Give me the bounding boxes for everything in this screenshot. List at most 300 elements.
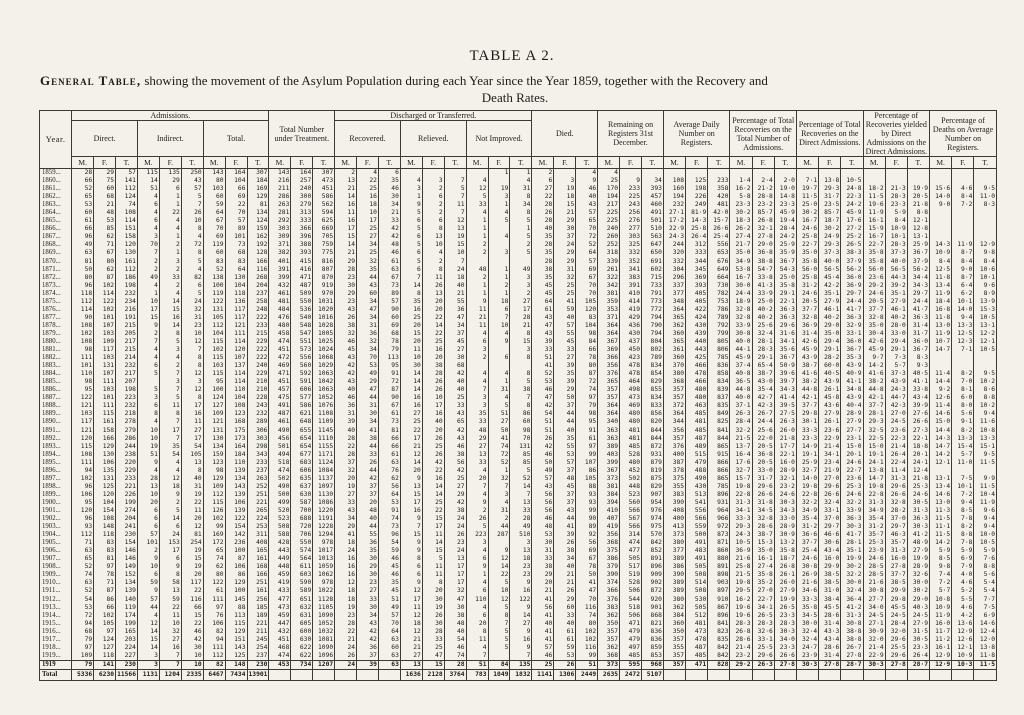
table-cell: 8	[181, 362, 203, 370]
table-cell: 33	[357, 451, 379, 459]
table-cell: 30·9	[774, 531, 796, 539]
table-cell: 112	[72, 298, 94, 306]
table-cell: 244	[116, 443, 138, 451]
table-cell: 85	[510, 451, 532, 459]
table-cell: 105	[576, 475, 598, 483]
table-cell: 508	[686, 571, 708, 579]
table-cell: 164	[291, 169, 313, 178]
table-cell: 114	[116, 217, 138, 225]
table-cell: 3	[488, 249, 510, 257]
table-cell: 7	[159, 386, 181, 394]
table-cell: 26	[357, 459, 379, 467]
table-cell	[974, 217, 997, 225]
table-cell: 61	[554, 636, 576, 644]
table-cell: 29·1	[885, 346, 907, 354]
table-cell: 26·6	[885, 491, 907, 499]
table-cell: 52	[203, 266, 225, 274]
table-cell: 23	[335, 274, 357, 282]
table-cell: 46·6	[819, 531, 841, 539]
table-cell: 234	[116, 298, 138, 306]
table-cell: 22	[422, 467, 444, 475]
table-cell: 7	[159, 370, 181, 378]
table-cell: 42	[444, 467, 466, 475]
table-cell: 26·5	[774, 604, 796, 612]
table-cell: 36·7	[841, 346, 863, 354]
row-year: 1867...	[40, 233, 72, 241]
table-cell: 807	[313, 266, 335, 274]
table-cell: 5	[444, 185, 466, 193]
table-cell: 376	[598, 370, 620, 378]
table-cell: 16·7	[730, 274, 752, 282]
table-cell: 23·5	[819, 201, 841, 209]
table-cell: 52	[488, 459, 510, 467]
table-cell: 38	[532, 266, 554, 274]
table-cell: 7	[510, 491, 532, 499]
heading-line-1	[40, 72, 990, 89]
table-cell: 20	[400, 322, 422, 330]
table-cell: 587	[291, 499, 313, 507]
table-cell: 115	[203, 370, 225, 378]
table-cell: 140	[116, 595, 138, 603]
table-cell: 50	[532, 459, 554, 467]
table-cell: 5	[159, 507, 181, 515]
table-cell: 28·9	[841, 410, 863, 418]
table-cell: 5·2	[952, 587, 974, 595]
table-cell: 76	[378, 467, 400, 475]
table-cell: 31	[181, 483, 203, 491]
table-cell: 59	[554, 306, 576, 314]
table-cell: 8	[400, 555, 422, 563]
table-cell: 16·4	[730, 451, 752, 459]
table-cell: 13·8	[863, 467, 885, 475]
table-cell: 16	[400, 394, 422, 402]
table-cell: 21	[554, 571, 576, 579]
table-cell: 42·3	[885, 402, 907, 410]
header-sex-f: F.	[422, 157, 444, 169]
table-cell: 19	[335, 604, 357, 612]
table-cell: 879	[642, 459, 664, 467]
table-row	[40, 241, 997, 249]
table-cell: 519	[620, 571, 642, 579]
table-cell: 414	[620, 298, 642, 306]
table-cell: 265	[247, 507, 269, 515]
table-cell: 9	[137, 459, 159, 467]
table-cell: 34·3	[907, 282, 929, 290]
table-cell: 20	[400, 467, 422, 475]
table-cell: 22	[159, 209, 181, 217]
table-cell: 16	[335, 217, 357, 225]
table-cell: 48	[554, 475, 576, 483]
table-cell: 14	[400, 459, 422, 467]
table-cell: 204	[116, 515, 138, 523]
table-cell: 164	[225, 169, 247, 178]
row-year: 1868...	[40, 241, 72, 249]
table-cell: 24·7	[796, 644, 818, 652]
table-cell: 48	[466, 427, 488, 435]
table-cell: 23·3	[774, 612, 796, 620]
table-cell: 56	[532, 499, 554, 507]
table-cell: 419	[269, 579, 291, 587]
table-cell: 21·2	[752, 185, 774, 193]
table-cell: 43·9	[841, 394, 863, 402]
table-cell: 35·0	[730, 249, 752, 257]
table-cell: 30·8	[841, 620, 863, 628]
table-cell: 40	[444, 386, 466, 394]
table-cell: 485	[686, 652, 708, 661]
table-cell: 25	[444, 394, 466, 402]
table-cell: 34	[378, 201, 400, 209]
table-cell: 1	[159, 193, 181, 201]
table-cell: 40	[444, 282, 466, 290]
table-cell: 2	[137, 547, 159, 555]
table-cell: 1084	[313, 467, 335, 475]
table-cell: 28·9	[907, 563, 929, 571]
table-cell: 43·0	[752, 378, 774, 386]
table-cell: 12·2	[974, 330, 997, 338]
table-cell: 39·7	[774, 378, 796, 386]
table-cell: 383	[620, 274, 642, 282]
table-cell: 169	[203, 531, 225, 539]
table-cell: 35	[357, 547, 379, 555]
table-cell: 20	[422, 587, 444, 595]
table-cell: 1228	[313, 523, 335, 531]
table-cell: 2	[510, 290, 532, 298]
table-cell: 466	[686, 378, 708, 386]
table-cell: 44	[357, 394, 379, 402]
table-cell: 36·7	[907, 346, 929, 354]
table-cell: 24	[159, 531, 181, 539]
table-cell: 11·5	[930, 531, 952, 539]
table-cell: 38·5	[885, 579, 907, 587]
table-cell: 10·1	[974, 274, 997, 282]
table-cell: 384	[663, 612, 685, 620]
table-cell: 116	[247, 266, 269, 274]
total-cell: 1131	[137, 669, 159, 680]
table-cell: 2	[159, 241, 181, 249]
table-cell: 898	[708, 571, 730, 579]
table-row	[40, 298, 997, 306]
table-cell: 10	[159, 620, 181, 628]
table-cell: 8·7	[952, 274, 974, 282]
table-row	[40, 193, 997, 201]
row-year: 1872...	[40, 274, 72, 282]
table-cell: 104	[225, 282, 247, 290]
table-cell: 70	[576, 290, 598, 298]
table-cell: 21	[400, 443, 422, 451]
table-cell: 52	[510, 475, 532, 483]
table-cell: 98	[576, 410, 598, 418]
table-cell: 124	[203, 394, 225, 402]
table-cell: 976	[642, 507, 664, 515]
table-cell: 9	[620, 177, 642, 185]
table-cell: 3	[488, 193, 510, 201]
total-cell: 2128	[422, 669, 444, 680]
table-cell: 30·3	[796, 660, 818, 669]
table-cell: 458	[269, 330, 291, 338]
table-cell: 12·1	[907, 217, 929, 225]
table-cell: 29·3	[730, 523, 752, 531]
table-row	[40, 539, 997, 547]
table-cell: 12·9	[930, 652, 952, 661]
table-cell: 61	[378, 258, 400, 266]
table-cell: 333	[686, 249, 708, 257]
table-cell	[510, 362, 532, 370]
table-cell: 72	[72, 612, 94, 620]
table-cell: 17	[400, 499, 422, 507]
table-cell: 15·3	[752, 539, 774, 547]
table-cell: 7·2	[930, 579, 952, 587]
table-cell: 32·1	[774, 475, 796, 483]
table-cell: 96	[72, 282, 94, 290]
table-cell: 520	[269, 507, 291, 515]
row-year: 1878...	[40, 322, 72, 330]
table-cell: 250	[181, 169, 203, 178]
table-cell: 22·0	[752, 435, 774, 443]
table-cell: 56	[532, 491, 554, 499]
table-cell: 29	[335, 258, 357, 266]
table-cell: 954	[642, 499, 664, 507]
table-cell: 38·7	[752, 370, 774, 378]
table-cell: 225	[598, 209, 620, 217]
table-cell: 13	[422, 290, 444, 298]
table-cell: 11·5	[863, 193, 885, 201]
table-cell: 225	[620, 193, 642, 201]
table-cell: 34	[357, 241, 379, 249]
table-cell: 856	[642, 410, 664, 418]
header-sex-m: M.	[863, 157, 885, 169]
table-cell: 3	[554, 177, 576, 185]
table-cell: 25·3	[907, 483, 929, 491]
table-cell	[952, 209, 974, 217]
table-cell: 126	[203, 507, 225, 515]
table-cell	[885, 177, 907, 185]
table-cell: 24	[335, 644, 357, 652]
table-cell: 138	[203, 274, 225, 282]
table-cell: 24·4	[907, 298, 929, 306]
table-cell: 41·2	[841, 604, 863, 612]
heading-title: General Table,	[40, 73, 142, 88]
table-cell: 29	[554, 386, 576, 394]
table-cell: 849	[708, 410, 730, 418]
table-cell: 48	[444, 620, 466, 628]
table-cell: 26·1	[774, 571, 796, 579]
table-cell: 136	[225, 298, 247, 306]
total-cell	[357, 669, 379, 680]
table-cell: 221	[116, 483, 138, 491]
table-cell: 111	[72, 354, 94, 362]
header-sex-t: T.	[444, 157, 466, 169]
table-cell: 46	[532, 515, 554, 523]
table-cell: 1	[488, 467, 510, 475]
table-cell: 65	[203, 547, 225, 555]
table-cell: 891	[642, 555, 664, 563]
table-cell: 7	[137, 338, 159, 346]
table-cell: 9	[510, 628, 532, 636]
table-cell: 25	[357, 225, 379, 233]
table-cell: 120	[225, 346, 247, 354]
table-cell: 664	[708, 274, 730, 282]
table-cell: 35·0	[863, 322, 885, 330]
table-cell: 480	[620, 410, 642, 418]
table-cell: 19·9	[774, 595, 796, 603]
table-cell: 357	[663, 435, 685, 443]
table-cell: 6	[137, 507, 159, 515]
table-cell: 87	[576, 370, 598, 378]
table-cell: 40	[181, 475, 203, 483]
table-cell: 4	[181, 266, 203, 274]
table-cell: 562	[313, 201, 335, 209]
header-sex-m: M.	[598, 157, 620, 169]
table-cell: 836	[642, 636, 664, 644]
table-cell: 131	[203, 427, 225, 435]
table-cell: 4·6	[952, 185, 974, 193]
table-cell: 33	[510, 507, 532, 515]
table-cell: 30	[357, 410, 379, 418]
table-cell: 32·4	[796, 628, 818, 636]
table-cell: 13	[137, 483, 159, 491]
row-year: 1900...	[40, 499, 72, 507]
table-cell: 204	[247, 282, 269, 290]
table-cell: 37·7	[796, 306, 818, 314]
table-cell: 570	[642, 531, 664, 539]
table-cell: 2	[422, 209, 444, 217]
table-cell: 225	[598, 217, 620, 225]
table-cell: 18	[554, 193, 576, 201]
table-cell: 24·1	[907, 459, 929, 467]
table-cell: 143	[225, 483, 247, 491]
table-cell: 70	[510, 435, 532, 443]
table-cell: 28·2	[885, 507, 907, 515]
table-cell: 98	[203, 467, 225, 475]
table-cell: 24·6	[796, 555, 818, 563]
table-cell: 394	[598, 499, 620, 507]
table-cell: 78	[576, 563, 598, 571]
table-cell: 57	[225, 217, 247, 225]
table-cell: 33	[378, 217, 400, 225]
table-cell: 10·5	[974, 346, 997, 354]
table-cell: 605	[291, 620, 313, 628]
table-cell: 40	[444, 628, 466, 636]
table-cell: 42	[181, 636, 203, 644]
table-cell: 4	[137, 418, 159, 426]
table-cell: 33	[422, 636, 444, 644]
table-row	[40, 217, 997, 225]
table-cell: 31	[357, 322, 379, 330]
table-row	[40, 515, 997, 523]
table-cell: 2	[466, 274, 488, 282]
table-cell: 233	[116, 475, 138, 483]
table-cell: 7·2	[952, 201, 974, 209]
table-cell: 902	[642, 579, 664, 587]
table-cell: 17	[181, 435, 203, 443]
table-cell: 53	[378, 499, 400, 507]
table-cell: 367	[598, 338, 620, 346]
table-cell: 903	[708, 579, 730, 587]
table-row	[40, 330, 997, 338]
table-cell: 79	[72, 636, 94, 644]
table-cell	[774, 169, 796, 178]
table-cell: 166	[94, 435, 116, 443]
table-cell: 37·1	[730, 402, 752, 410]
table-cell: 10	[181, 217, 203, 225]
table-cell: 15	[422, 547, 444, 555]
table-cell: 9·6	[974, 507, 997, 515]
table-cell: 44	[554, 410, 576, 418]
total-cell: 2472	[620, 669, 642, 680]
table-cell: 10	[137, 298, 159, 306]
table-cell: 253	[247, 523, 269, 531]
table-cell: 21	[510, 322, 532, 330]
table-cell: 29·8	[796, 410, 818, 418]
table-cell: 22·7	[863, 241, 885, 249]
row-year: 1901...	[40, 507, 72, 515]
table-cell: 1108	[313, 410, 335, 418]
table-cell: 342	[598, 282, 620, 290]
table-cell: 1096	[313, 652, 335, 661]
table-row	[40, 483, 997, 491]
table-cell: 505	[620, 555, 642, 563]
table-cell: 469	[620, 402, 642, 410]
table-cell: 574	[291, 547, 313, 555]
table-cell: 307	[247, 169, 269, 178]
table-cell: 8	[488, 612, 510, 620]
table-cell: 8·6	[974, 386, 997, 394]
table-cell: 30	[378, 193, 400, 201]
table-cell: 518	[269, 459, 291, 467]
table-cell: 29·2	[730, 660, 752, 669]
table-cell: 8·8	[974, 563, 997, 571]
table-cell	[974, 467, 997, 475]
table-cell: 33	[335, 499, 357, 507]
table-cell: 251	[247, 491, 269, 499]
table-row	[40, 579, 997, 587]
table-cell: 80	[576, 362, 598, 370]
table-cell: 566	[620, 523, 642, 531]
table-cell: 111	[203, 595, 225, 603]
table-cell: 16	[422, 475, 444, 483]
table-cell: 478	[686, 636, 708, 644]
table-cell: 844	[708, 435, 730, 443]
table-cell: 33·0	[885, 330, 907, 338]
table-cell: 32	[159, 628, 181, 636]
table-cell: 100	[203, 386, 225, 394]
table-cell: 29·5	[730, 587, 752, 595]
table-cell: 114	[94, 290, 116, 298]
table-cell: 31·2	[863, 523, 885, 531]
table-cell: 223	[466, 531, 488, 539]
table-cell: 1005	[313, 330, 335, 338]
table-cell: 28·2	[819, 354, 841, 362]
table-cell: 4	[137, 354, 159, 362]
table-cell: 71	[94, 579, 116, 587]
table-cell: 61	[378, 410, 400, 418]
table-cell: 498	[620, 386, 642, 394]
table-cell: 37	[335, 459, 357, 467]
table-cell: 49	[72, 241, 94, 249]
table-cell: 1	[466, 225, 488, 233]
table-cell: 10	[422, 241, 444, 249]
table-cell: 8	[510, 330, 532, 338]
table-cell: 456	[269, 435, 291, 443]
table-cell: 83	[94, 547, 116, 555]
table-cell: 42·3	[752, 402, 774, 410]
table-cell: 31	[181, 314, 203, 322]
table-cell: 733	[642, 282, 664, 290]
table-cell: 34	[444, 322, 466, 330]
table-cell: 12	[137, 620, 159, 628]
table-cell: 33	[357, 595, 379, 603]
table-cell: 510	[510, 531, 532, 539]
